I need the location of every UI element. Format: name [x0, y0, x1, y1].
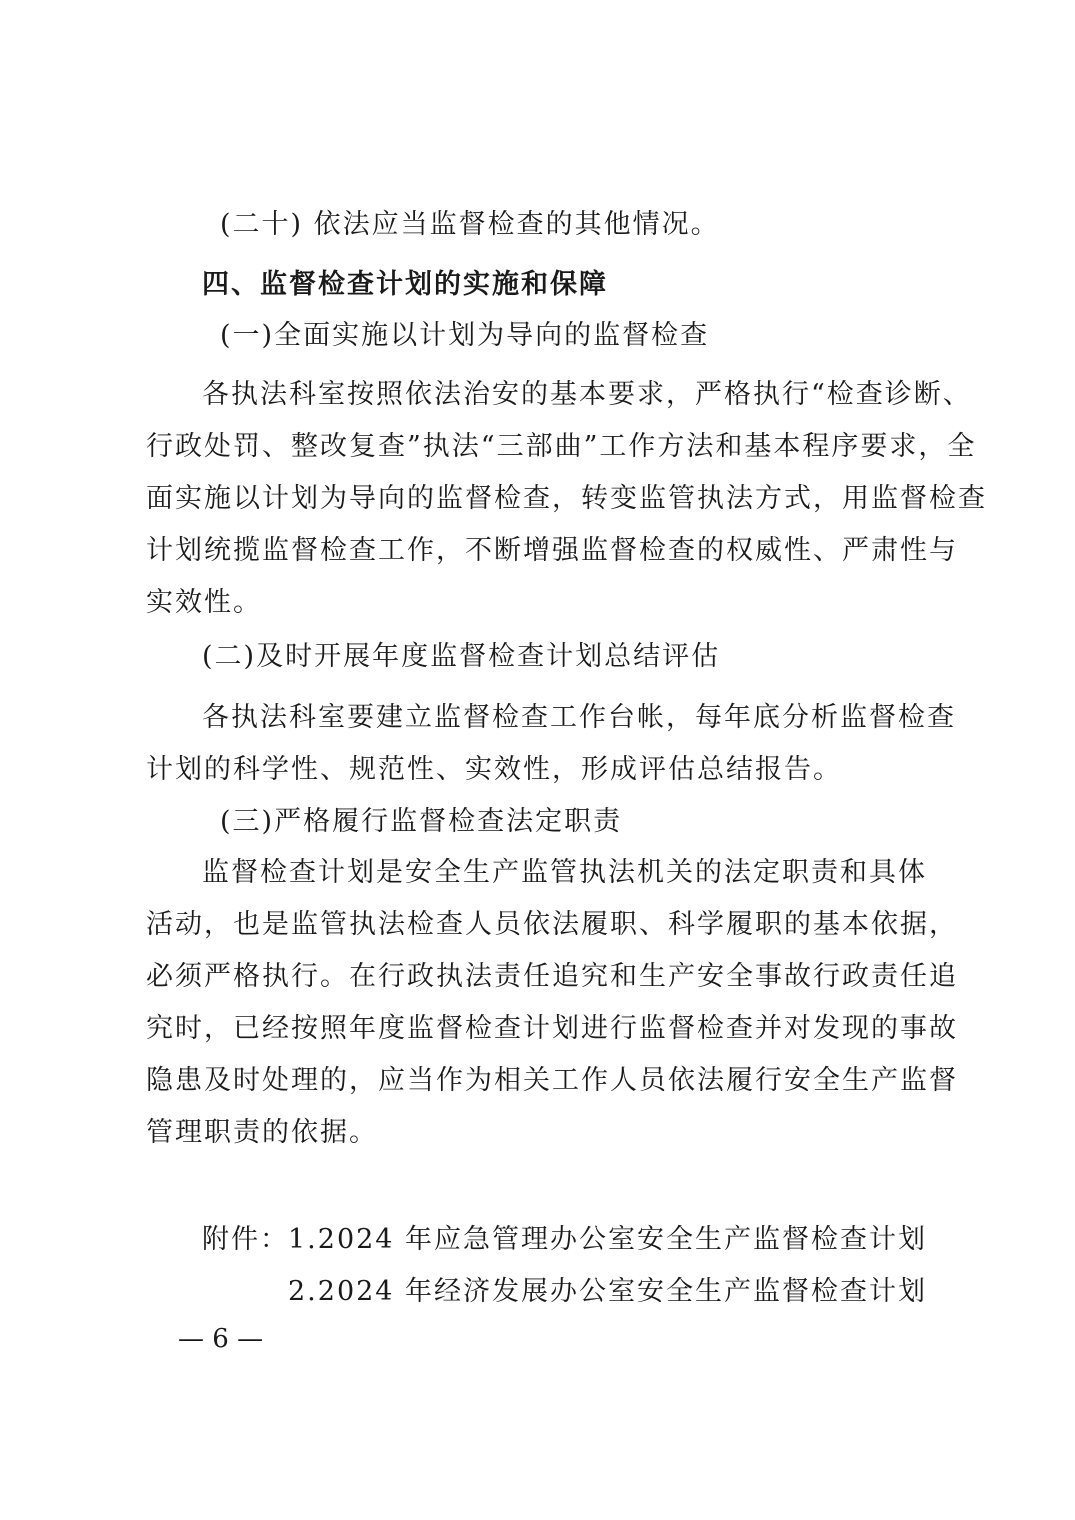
attachment-item-1: 1.2024 年应急管理办公室安全生产监督检查计划 [288, 1224, 928, 1255]
page-number: — 6 — [178, 1324, 264, 1354]
paragraph-line: 计划的科学性、规范性、实效性，形成评估总结报告。 [146, 754, 842, 785]
paragraph-line: 隐患及时处理的，应当作为相关工作人员依法履行安全生产监督 [146, 1065, 958, 1096]
paragraph-line: 究时，已经按照年度监督检查计划进行监督检查并对发现的事故 [146, 1013, 958, 1044]
subsection-3-paragraph [146, 847, 958, 1159]
subsection-1-paragraph [146, 369, 987, 629]
paragraph-line: 监督检查计划是安全生产监管执法机关的法定职责和具体 [202, 857, 927, 888]
subsection-2-heading: (二)及时开展年度监督检查计划总结评估 [202, 641, 721, 672]
attachment-item-2: 2.2024 年经济发展办公室安全生产监督检查计划 [288, 1276, 928, 1307]
subsection-1-heading: (一)全面实施以计划为导向的监督检查 [220, 320, 710, 351]
paragraph-line: 活动，也是监管执法检查人员依法履职、科学履职的基本依据， [146, 909, 958, 940]
paragraph-line: 计划统揽监督检查工作，不断增强监督检查的权威性、严肃性与 [146, 535, 958, 566]
section-4-heading: 四、监督检查计划的实施和保障 [202, 269, 608, 300]
paragraph-line: 行政处罚、整改复查”执法“三部曲”工作方法和基本程序要求，全 [146, 431, 977, 462]
attachments-label: 附件： [202, 1224, 289, 1255]
paragraph-line: 实效性。 [146, 587, 262, 618]
paragraph-line: 各执法科室按照依法治安的基本要求，严格执行“检查诊断、 [202, 379, 972, 410]
paragraph-line: 面实施以计划为导向的监督检查，转变监管执法方式，用监督检查 [146, 483, 987, 514]
subsection-2-paragraph [146, 692, 956, 796]
paragraph-line: 管理职责的依据。 [146, 1117, 378, 1148]
subsection-3-heading: (三)严格履行监督检查法定职责 [220, 806, 623, 837]
item-20-text: (二十) 依法应当监督检查的其他情况。 [220, 209, 720, 240]
paragraph-line: 必须严格执行。在行政执法责任追究和生产安全事故行政责任追 [146, 961, 958, 992]
paragraph-line: 各执法科室要建立监督检查工作台帐，每年底分析监督检查 [202, 702, 956, 733]
